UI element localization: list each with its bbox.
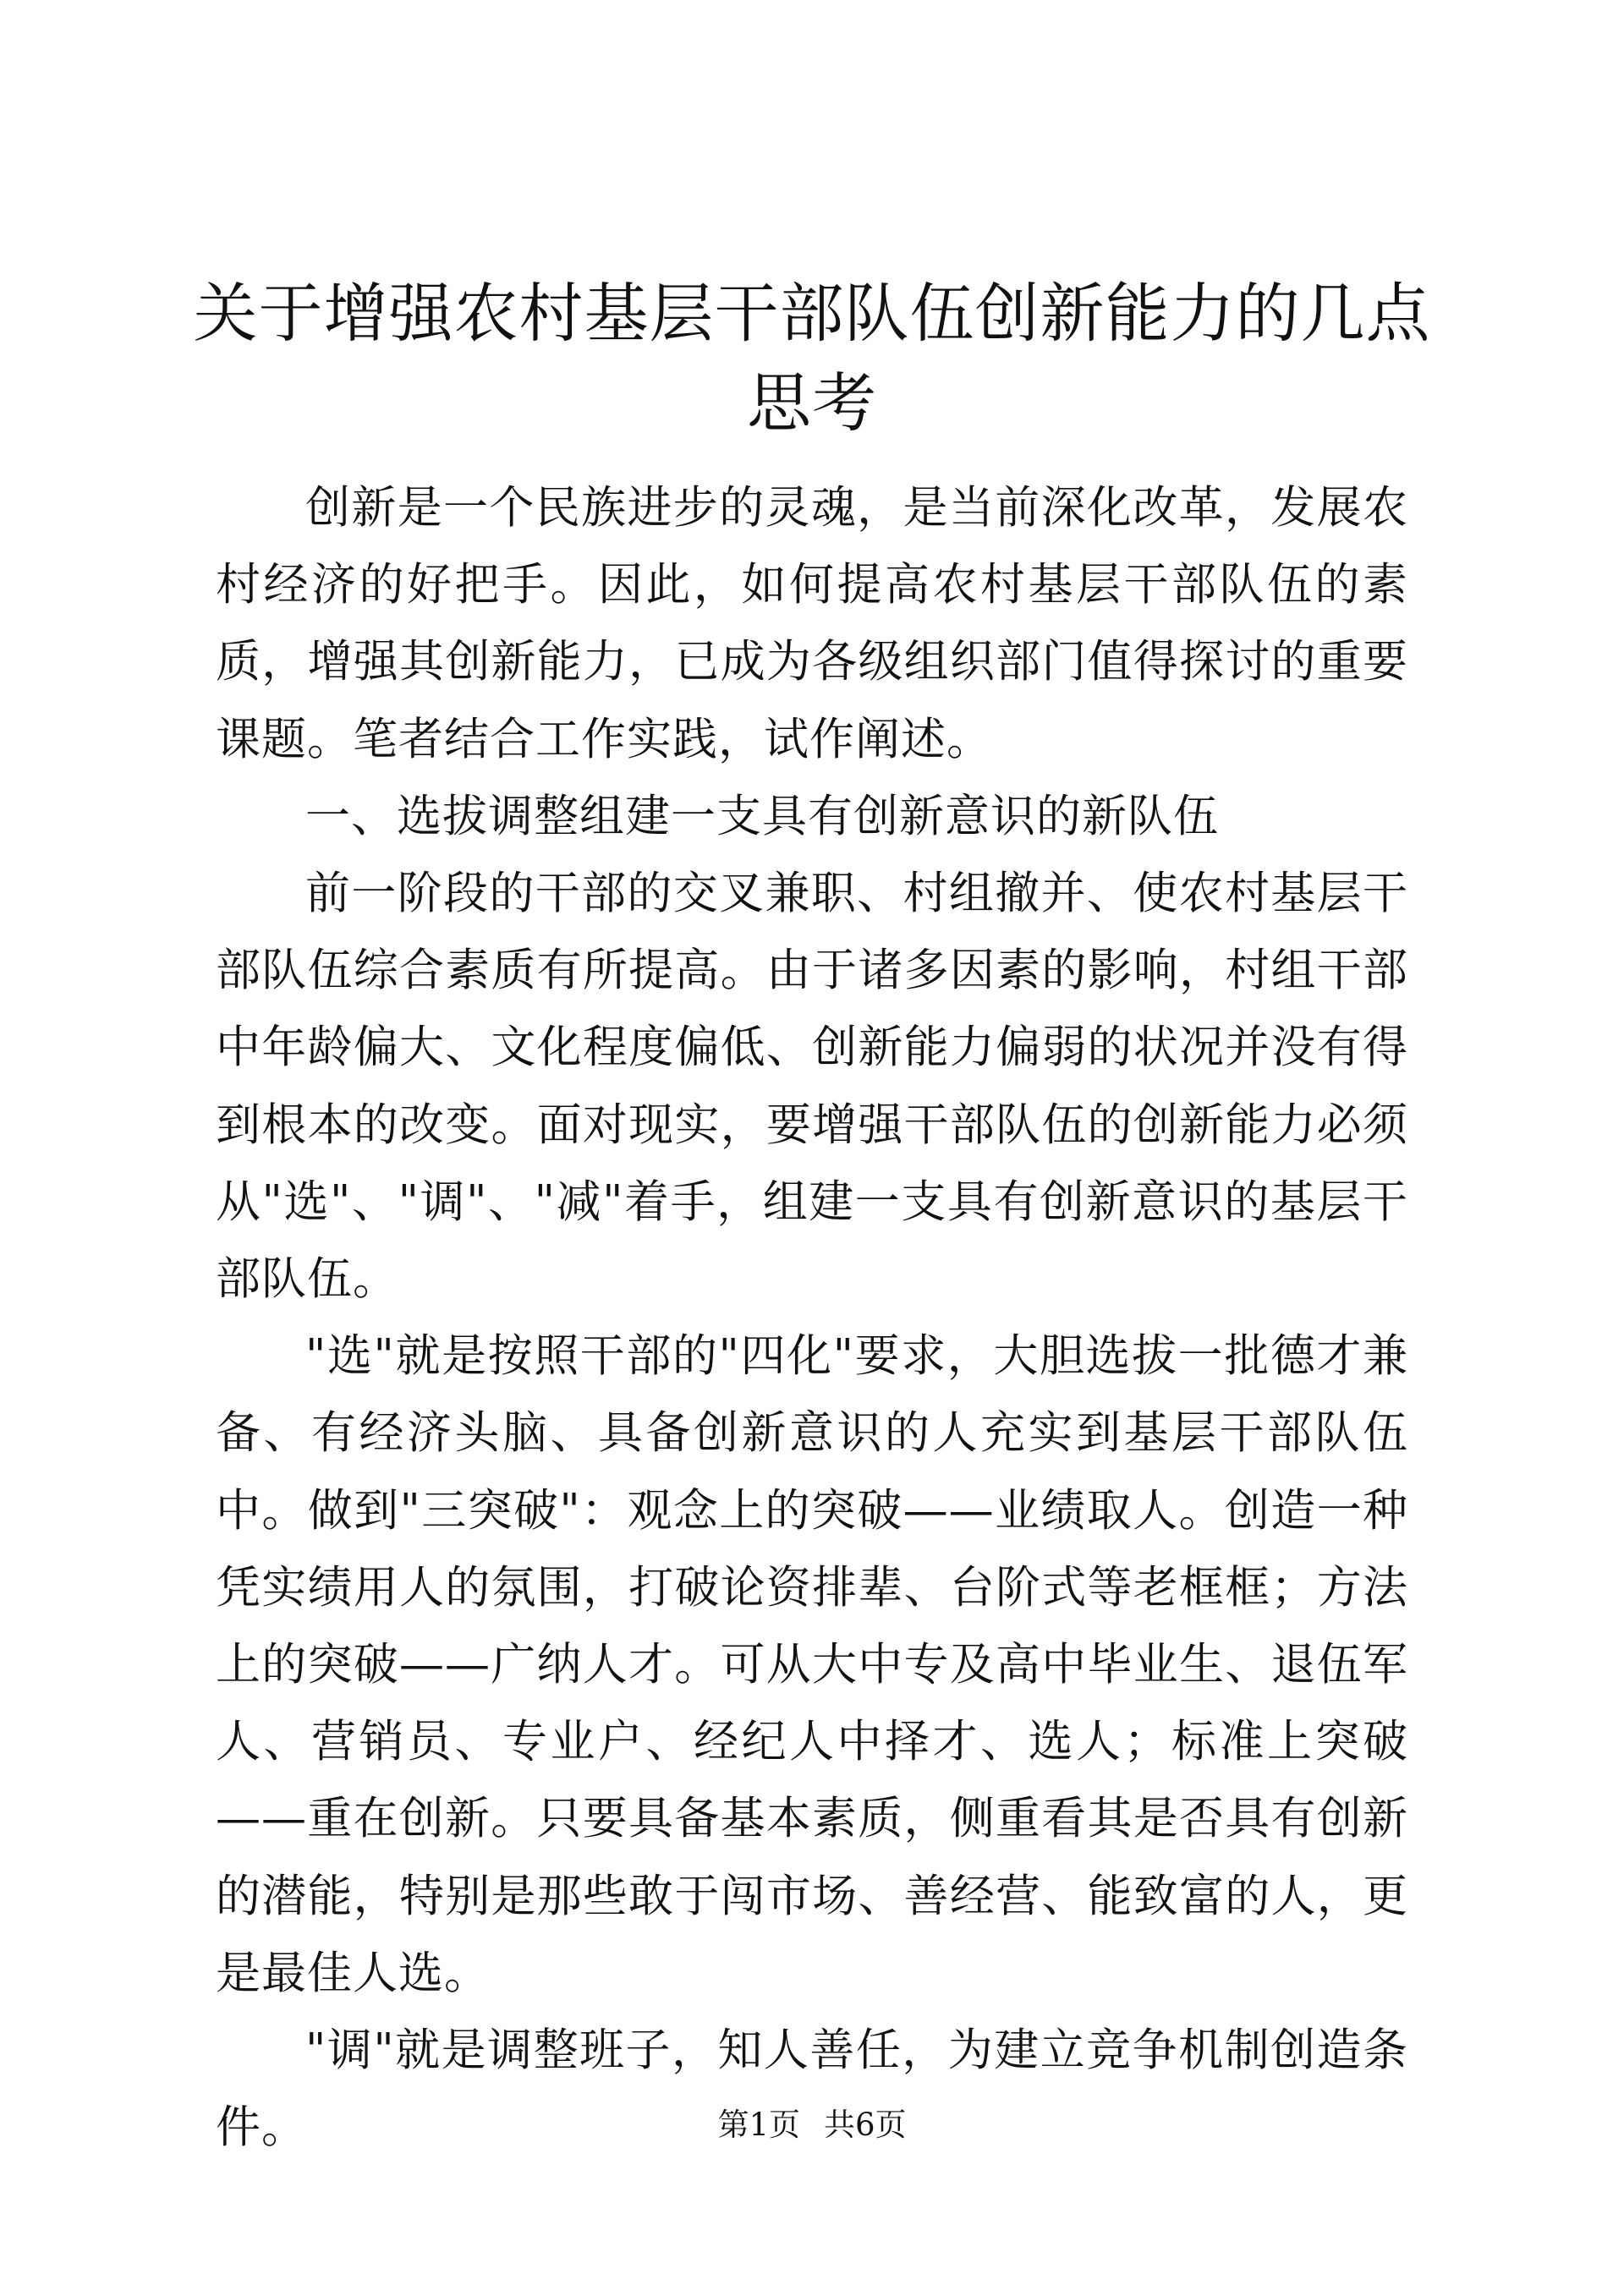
page-footer — [0, 2104, 1624, 2146]
paragraph-intro: 创新是一个民族进步的灵魂，是当前深化改革，发展农村经济的好把手。因此，如何提高农村基层干部队伍的素质，增强其创新能力，已成为各级组织部门值得探讨的重要课题。笔者结合工作实践，试作阐述。 — [216, 482, 1408, 765]
document-body — [216, 469, 1408, 2166]
paragraph-select: "选"就是按照干部的"四化"要求，大胆选拔一批德才兼备、有经济头脑、具备创新意识的人充实到基层干部队伍中。做到"三突破"：观念上的突破——业绩取人。创造一种凭实绩用人的氛围，打破论资排辈、台阶式等老框框；方法上的突破——广纳人才。可从大中专及高中毕业生、退伍军人、营销员、专业户、经纪人中择才、选人；标准上突破——重在创新。只要具备基本素质，侧重看其是否具有创新的潜能，特别是那些敢于闯市场、善经营、能致富的人，更是最佳人选。 — [216, 1330, 1408, 1999]
page-number-current: 第1页 — [717, 2107, 800, 2143]
page-number-total: 共6页 — [824, 2107, 907, 2143]
paragraph-current-situation: 前一阶段的干部的交叉兼职、村组撤并、使农村基层干部队伍综合素质有所提高。由于诸多因素的影响，村组干部中年龄偏大、文化程度偏低、创新能力偏弱的状况并没有得到根本的改变。面对现实，要增强干部队伍的创新能力必须从"选"、"调"、"减"着手，组建一支具有创新意识的基层干部队伍。 — [216, 868, 1408, 1306]
paragraph-adjust: "调"就是调整班子，知人善任，为建立竞争机制创造条件。 — [216, 2025, 1408, 2154]
section-heading-1: 一、选拔调整组建一支具有创新意识的新队伍 — [305, 790, 1219, 842]
document-title: 关于增强农村基层干部队伍创新能力的几点思考 — [193, 276, 1431, 441]
